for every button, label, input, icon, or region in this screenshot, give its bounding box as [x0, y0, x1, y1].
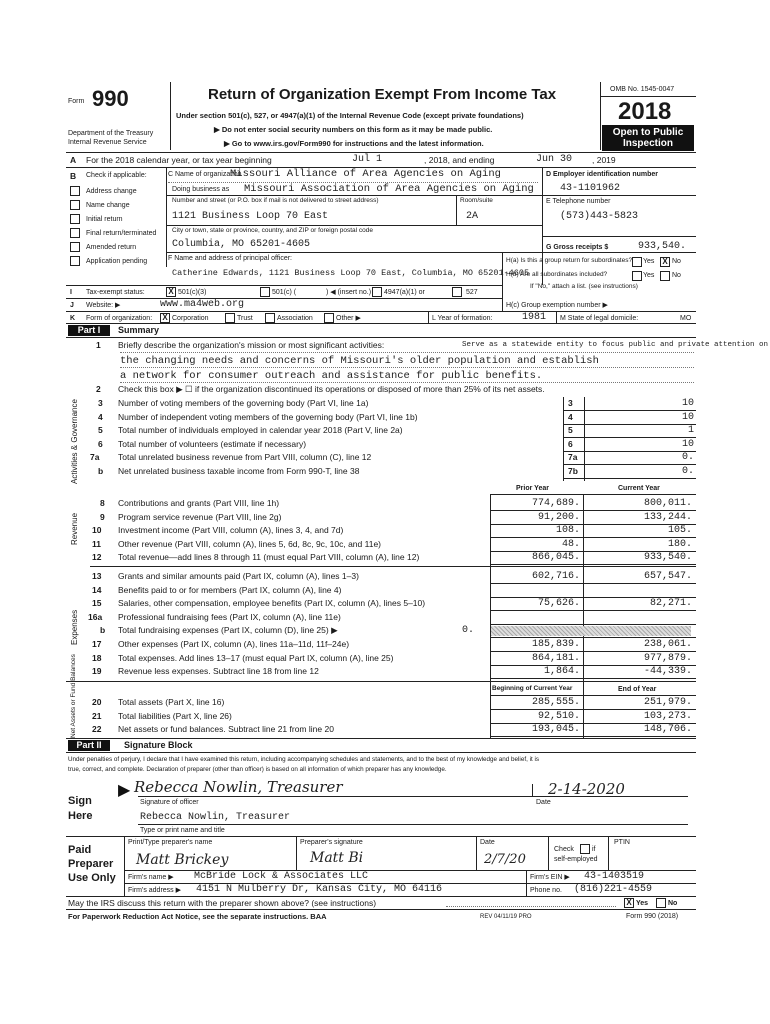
line-number: b [98, 465, 104, 476]
discuss-yes-checkbox[interactable]: X [624, 898, 634, 908]
initial-return-checkbox[interactable] [70, 214, 80, 224]
street-address: 1121 Business Loop 70 East [172, 211, 329, 222]
activity-line-value: 0. [681, 465, 694, 477]
line-box-number: 7b [568, 465, 578, 476]
revenue-line-label: Total revenue—add lines 8 through 11 (must equal Part VIII, column (A), line 12) [118, 552, 420, 562]
association-checkbox[interactable] [265, 313, 275, 323]
tax-year-begin: Jul 1 [352, 154, 383, 165]
revenue-line-label: Program service revenue (Part VIII, line 2g) [118, 511, 282, 522]
line-number: 17 [92, 639, 102, 649]
application-pending-checkbox[interactable] [70, 256, 80, 266]
activity-line-label: Total number of individuals employed in calendar year 2018 (Part V, line 2a) [118, 425, 403, 435]
revision: REV 04/11/19 PRO [480, 914, 532, 920]
part-1-title: Summary [118, 325, 160, 335]
expense-line-prior: 75,626. [537, 598, 580, 610]
4947-checkbox[interactable] [372, 287, 382, 297]
declaration-line-2: true, correct, and complete. Declaration of preparer (other than officer) is based on all information of which preparer has any knowledge. [68, 766, 447, 773]
net-line-current: 148,706. [643, 724, 692, 735]
line-number: 14 [92, 584, 102, 595]
row-rule [563, 437, 696, 438]
line-box-number: 4 [568, 411, 573, 422]
revenue-line-prior: 108. [555, 525, 580, 536]
line-number: 7a [90, 452, 100, 462]
activity-line-label: Number of voting members of the governing body (Part VI, line 1a) [118, 398, 369, 408]
preparer-name: Matt Brickey [136, 852, 229, 868]
row-rule [563, 424, 696, 425]
col-rule [584, 397, 585, 481]
527-checkbox[interactable] [452, 287, 462, 297]
discuss-no-checkbox[interactable] [656, 898, 666, 908]
ha-no-checkbox[interactable]: X [660, 257, 670, 267]
net-line-current: 103,273. [643, 710, 692, 722]
expense-line-prior: 602,716. [531, 571, 580, 582]
side-expenses: Expenses [70, 609, 79, 645]
address-change-checkbox[interactable] [70, 186, 80, 196]
line-number: 5 [98, 425, 103, 435]
part-1-tag: Part I [68, 325, 110, 336]
form-label: Form [68, 98, 85, 105]
website: www.ma4web.org [160, 299, 245, 310]
tax-year: 2018 [618, 98, 672, 125]
line-number: 19 [92, 666, 102, 677]
row-rule [490, 583, 696, 584]
line-number: 13 [92, 571, 102, 581]
side-revenue: Revenue [70, 512, 79, 545]
line-number: b [100, 625, 106, 636]
instruction-website: ▶ Go to www.irs.gov/Form990 for instructions and the latest information. [224, 139, 484, 148]
city-state-zip: Columbia, MO 65201-4605 [172, 239, 311, 250]
revenue-line-prior: 48. [561, 538, 580, 550]
side-activities-governance: Activities & Governance [70, 399, 79, 484]
line-number: 12 [92, 552, 102, 562]
preparer-date: 2/7/20 [484, 852, 526, 867]
line-number: 4 [98, 411, 103, 422]
line-number: 11 [92, 538, 101, 549]
col-end-of-year: End of Year [618, 686, 657, 693]
expense-line-current: 82,271. [649, 598, 692, 610]
form-subtitle: Under section 501(c), 527, or 4947(a)(1) of the Internal Revenue Code (except private foundations) [176, 111, 524, 120]
here-label: Here [68, 810, 93, 822]
firm-ein: 43-1403519 [584, 871, 645, 882]
part-2-tag: Part II [68, 740, 110, 751]
line-2-label: Check this box ▶ ☐ if the organization discontinued its operations or disposed of more than 25% of its net assets. [118, 384, 545, 394]
expense-line-current: -44,339. [643, 666, 692, 678]
revenue-line-current: 133,244. [643, 511, 692, 523]
expense-line-label: Grants and similar amounts paid (Part IX, column (A), lines 1–3) [118, 571, 359, 581]
expense-line-label: Salaries, other compensation, employee benefits (Part IX, column (A), lines 5–10) [118, 598, 426, 609]
activity-line-value: 1 [687, 425, 694, 436]
net-line-prior: 92,510. [537, 710, 580, 722]
activity-line-label: Net unrelated business taxable income from Form 990-T, line 38 [118, 465, 360, 476]
hb-no-checkbox[interactable] [660, 271, 670, 281]
row-rule [563, 410, 696, 411]
tax-year-label: For the 2018 calendar year, or tax year beginning [86, 155, 272, 165]
state-of-domicile: MO [680, 315, 692, 322]
declaration-line-1: Under penalties of perjury, I declare that I have examined this return, including accompanying schedules and statements, and to the best of my knowledge and belief, it is [68, 756, 540, 763]
col-current-year: Current Year [618, 485, 660, 492]
amended-return-checkbox[interactable] [70, 242, 80, 252]
line-box-number: 7a [568, 452, 578, 462]
revenue-line-label: Contributions and grants (Part VIII, line 1h) [118, 498, 280, 508]
trust-checkbox[interactable] [225, 313, 235, 323]
expense-line-label: Total fundraising expenses (Part IX, column (D), line 25) ▶ [118, 625, 338, 636]
principal-officer: Catherine Edwards, 1121 Business Loop 70 East, Columbia, MO 65201-4605 [172, 268, 530, 278]
expense-line-label: Benefits paid to or for members (Part IX, column (A), line 4) [118, 584, 342, 595]
sign-label: Sign [68, 795, 92, 807]
shaded-area [491, 626, 691, 636]
expense-line-current: 238,061. [643, 639, 692, 650]
501c3-checkbox[interactable]: X [166, 287, 176, 297]
expense-line-prior: 1,864. [543, 666, 580, 678]
revenue-line-prior: 866,045. [531, 552, 580, 563]
row-rule [490, 736, 696, 737]
revenue-line-current: 180. [667, 538, 692, 550]
activity-line-label: Total number of volunteers (estimate if necessary) [118, 438, 307, 449]
firm-name: McBride Lock & Associates LLC [194, 871, 369, 882]
omb-number: OMB No. 1545-0047 [610, 86, 675, 93]
tax-year-end: Jun 30 [536, 154, 573, 165]
expense-line-current: 977,879. [643, 652, 692, 664]
year-of-formation: 1981 [522, 312, 547, 323]
row-rule [490, 624, 696, 625]
activity-line-value: 10 [681, 411, 694, 423]
revenue-line-label: Other revenue (Part VIII, column (A), lines 5, 6d, 8c, 9c, 10c, and 11e) [118, 538, 381, 549]
expense-line-current: 657,547. [643, 571, 692, 582]
col-prior-year: Prior Year [516, 485, 549, 492]
line-number: 22 [92, 724, 102, 734]
col-beginning-of-year: Beginning of Current Year [492, 685, 573, 692]
row-rule [490, 537, 696, 538]
expense-line-label: Total expenses. Add lines 13–17 (must equal Part IX, column (A), line 25) [118, 652, 394, 663]
expense-line-prior: 864,181. [531, 652, 580, 664]
activity-line-value: 0. [681, 452, 694, 463]
part-2-title: Signature Block [124, 740, 193, 750]
check-if-applicable-label: Check if applicable: [86, 172, 147, 179]
organization-name: Missouri Alliance of Area Agencies on Aging [230, 168, 501, 180]
mission-line-b: the changing needs and concerns of Missouri's older population and establish [120, 355, 599, 367]
activity-line-label: Total unrelated business revenue from Part VIII, column (C), line 12 [118, 452, 372, 462]
form-title: Return of Organization Exempt From Income Tax [208, 86, 557, 103]
form-990-page: Form 990 Department of the Treasury Internal Revenue Service Return of Organization Exempt From Income Tax Under section 501(c), 527, or 4947(a)(1) of the Internal Revenue Code (except private foundations) ▶ Do not enter social security numbers on this form as it may be made public. ▶ Go to www.irs.gov/Form990 for instructions and the latest information. OMB No. 1545-0047 2018 Open to Public Inspection A For the 2018 calendar year, or tax year beginning Jul 1 , 2018, and ending Jun 30 , 2019 B Check if applicable: Address change Name change Initial return Final return/terminated Amended return Application pending C Name of organization Missouri Alliance of Area Agencies on Aging Doing business as Missouri Association of Area Agencies on Aging Number and street (or P.O. box if mail is not delivered to street address) Room/suite 1121 Business Loop 70 East 2A City or town, state or province, country, and ZIP or foreign postal code Columbia, MO 65201-4605 F Name and address of principal officer: Catherine Edwards, 1121 Business Loop 70 East, Columbia, MO 65201-4605 D Employer identification number 43-1101962 E Telephone number (573)443-5823 G Gross receipts $ 933,540. H(a) Is this a group return for subordinates? Yes X No H(b) Are all subordinates included? Yes No If "No," attach a list. (see instructions) I Tax-exempt status: X 501(c)(3) 501(c) ( ) ◀ (insert no.) 4947(a)(1) or 527 J Website: ▶ www.ma4web.org H(c) Group exemption number ▶ K Form of organization: X Corporation Trust Association Other ▶ L Year of formation: 1981 M State of legal domicile: MO Part I Summary Activities & Governance Revenue Expenses Net Assets or Fund Balances 1 Briefly describe the organization's mission or most significant activities: Serve as a statewide entity to focus public and private attention on the changing needs and concerns of Missouri's older population and establish a network for consumer outreach and assistance for public benefits. 2 Check this box ▶ ☐ if the organization discontinued its operations or disposed of more than 25% of its net assets. Prior Year Current Year Beginning of Current Year End of Year Part II Signature Block Under penalties of perjury, I declare that I have examined this return, including accompanying schedules and statements, and to the best of my knowledge and belief, it is true, correct, and complete. Declaration of preparer (other than officer) is based on all information of which preparer has any knowledge. Sign Here ▶ Rebecca Nowlin, Treasurer Signature of officer 2-14-2020 Date Rebecca Nowlin, Treasurer Type or print name and title Paid Preparer Use Only Print/Type preparer's name Preparer's signature Date Check if self-employed PTIN Matt Brickey Matt Bi 2/7/20 Firm's name ▶ McBride Lock & Associates LLC Firm's EIN ▶ 43-1403519 Firm's address ▶ 4151 N Mulberry Dr, Kansas City, MO 64116 Phone no. (816)221-4559 May the IRS discuss this return with the preparer shown above? (see instructions) X Yes No For Paperwork Reduction Act Notice, see the separate instructions. BAA REV 04/11/19 PRO Form 990 (2018) 3 Number of voting members of the governing body (Part VI, line 1a) 3 10 4 Number of independent voting members of the governing body (Part VI, line 1b) 4 10 5 Total number of individuals employed in calendar year 2018 (Part V, line 2a) 5 1 6 Total number of volunteers (estimate if necessary) 6 10 7a Total unrelated business revenue from Part VIII, column (C), line 12 7a 0. b Net unrelated business taxable income from Form 990-T, line 38 7b 0. 8 Contributions and grants (Part VIII, line 1h) 774,689. 800,011. 9 Program service revenue (Part VIII, line 2g) 91,200. 133,244. 10 Investment income (Part VIII, column (A), lines 3, 4, and 7d) 108. 105. 11 Other revenue (Part VIII, column (A), lines 5, 6d, 8c, 9c, 10c, and 11e) 48. 180. 12 Total revenue—add lines 8 through 11 (must equal Part VIII, column (A), line 12) 866,045. 933,540. 13 Grants and similar amounts paid (Part IX, column (A), lines 1–3) 602,716. 657,547. 14 Benefits paid to or for members (Part IX, column (A), line 4) 15 Salaries, other compensation, employee benefits (Part IX, column (A), lines 5–10) 75,626. 82,271. 16a Professional fundraising fees (Part IX, column (A), line 11e) b Total fundraising expenses (Part IX, column (D), line 25) ▶ 0. 17 Other expenses (Part IX, column (A), lines 11a–11d, 11f–24e) 185,839. 238,061. 18 Total expenses. Add lines 13–17 (must equal Part IX, column (A), line 25) 864,181. 977,879. 19 Revenue less expenses. Subtract line 18 from line 12 1,864. -44,339. 20 Total assets (Part X, line 16) 285,555. 251,979. 21 Total liabilities (Part X, line 26) 92,510. 103,273. 22 Net assets or fund balances. Subtract line 21 from line 20 193,045. 148,706. [0, 0, 770, 1024]
col-rule [563, 397, 564, 481]
line-number: 18 [92, 652, 102, 663]
row-rule [490, 564, 696, 565]
room-suite: 2A [466, 211, 479, 222]
other-org-checkbox[interactable] [324, 313, 334, 323]
mission-line-a: Serve as a statewide entity to focus public and private attention on [462, 341, 769, 349]
mission-line-c: a network for consumer outreach and assistance for public benefits. [120, 370, 543, 382]
net-line-prior: 285,555. [531, 697, 580, 708]
net-line-current: 251,979. [643, 697, 692, 708]
line-1-label: Briefly describe the organization's mission or most significant activities: [118, 340, 385, 350]
row-rule [490, 610, 696, 611]
revenue-line-label: Investment income (Part VIII, column (A), lines 3, 4, and 7d) [118, 525, 344, 535]
line-box-number: 3 [568, 398, 573, 408]
activity-line-label: Number of independent voting members of the governing body (Part VI, line 1b) [118, 411, 418, 422]
sign-here-arrow-icon: ▶ [118, 782, 131, 799]
line-number: 6 [98, 438, 103, 449]
line-number: 20 [92, 697, 102, 707]
gross-receipts: 933,540. [638, 241, 687, 252]
line-number: 15 [92, 598, 102, 609]
row-rule [563, 478, 696, 479]
line-box-number: 6 [568, 438, 573, 449]
expense-line-label: Revenue less expenses. Subtract line 18 from line 12 [118, 666, 319, 677]
paperwork-notice: For Paperwork Reduction Act Notice, see the separate instructions. BAA [68, 912, 327, 921]
hb-yes-checkbox[interactable] [632, 271, 642, 281]
line-number: 21 [92, 710, 102, 721]
line-box-number: 5 [568, 425, 573, 435]
doing-business-as: Missouri Association of Area Agencies on Aging [244, 183, 534, 195]
row-rule [490, 678, 696, 679]
net-line-label: Total liabilities (Part X, line 26) [118, 710, 232, 721]
revenue-line-current: 800,011. [643, 498, 692, 509]
officer-sign-date: 2-14-2020 [548, 780, 625, 798]
activity-line-value: 10 [681, 438, 694, 450]
form-number: 990 [92, 86, 129, 111]
discuss-question: May the IRS discuss this return with the preparer shown above? (see instructions) [68, 898, 377, 908]
line-number: 10 [92, 525, 102, 535]
officer-signature: Rebecca Nowlin, Treasurer [134, 778, 343, 796]
line-number: 9 [100, 511, 105, 522]
revenue-line-prior: 774,689. [531, 498, 580, 509]
revenue-line-current: 105. [667, 525, 692, 536]
row-rule [563, 464, 696, 465]
firm-phone: (816)221-4559 [574, 884, 653, 895]
row-rule [490, 524, 696, 525]
preparer-signature: Matt Bi [310, 850, 364, 866]
instruction-ssn: ▶ Do not enter social security numbers on this form as it may be made public. [214, 125, 493, 134]
revenue-line-current: 933,540. [643, 552, 692, 563]
self-employed-checkbox[interactable] [580, 844, 590, 854]
line-number: 16a [88, 611, 103, 622]
fundraising-total: 0. [462, 625, 475, 637]
corporation-checkbox[interactable]: X [160, 313, 170, 323]
activity-line-value: 10 [681, 398, 694, 409]
line-number: 3 [98, 398, 103, 408]
revenue-line-prior: 91,200. [537, 511, 580, 523]
line-number: 8 [100, 498, 105, 508]
expense-line-prior: 185,839. [531, 639, 580, 650]
officer-name-title: Rebecca Nowlin, Treasurer [140, 812, 291, 823]
final-return-checkbox[interactable] [70, 228, 80, 238]
side-net-assets: Net Assets or Fund Balances [70, 654, 77, 738]
501c-checkbox[interactable] [260, 287, 270, 297]
form-footer: Form 990 (2018) [626, 913, 679, 920]
telephone-number: (573)443-5823 [560, 211, 639, 222]
row-rule [563, 451, 696, 452]
name-change-checkbox[interactable] [70, 200, 80, 210]
ha-yes-checkbox[interactable] [632, 257, 642, 267]
expense-line-label: Other expenses (Part IX, column (A), lines 11a–11d, 11f–24e) [118, 639, 350, 649]
employer-id-number: 43-1101962 [560, 183, 621, 194]
dept-irs: Internal Revenue Service [68, 139, 147, 146]
expense-line-label: Professional fundraising fees (Part IX, column (A), line 11e) [118, 611, 341, 622]
net-line-prior: 193,045. [531, 724, 580, 735]
net-line-label: Net assets or fund balances. Subtract line 21 from line 20 [118, 724, 334, 734]
net-line-label: Total assets (Part X, line 16) [118, 697, 225, 707]
firm-address: 4151 N Mulberry Dr, Kansas City, MO 64116 [196, 884, 443, 895]
dept-treasury: Department of the Treasury [68, 130, 154, 137]
open-to-public-badge: Open to Public Inspection [602, 125, 694, 151]
